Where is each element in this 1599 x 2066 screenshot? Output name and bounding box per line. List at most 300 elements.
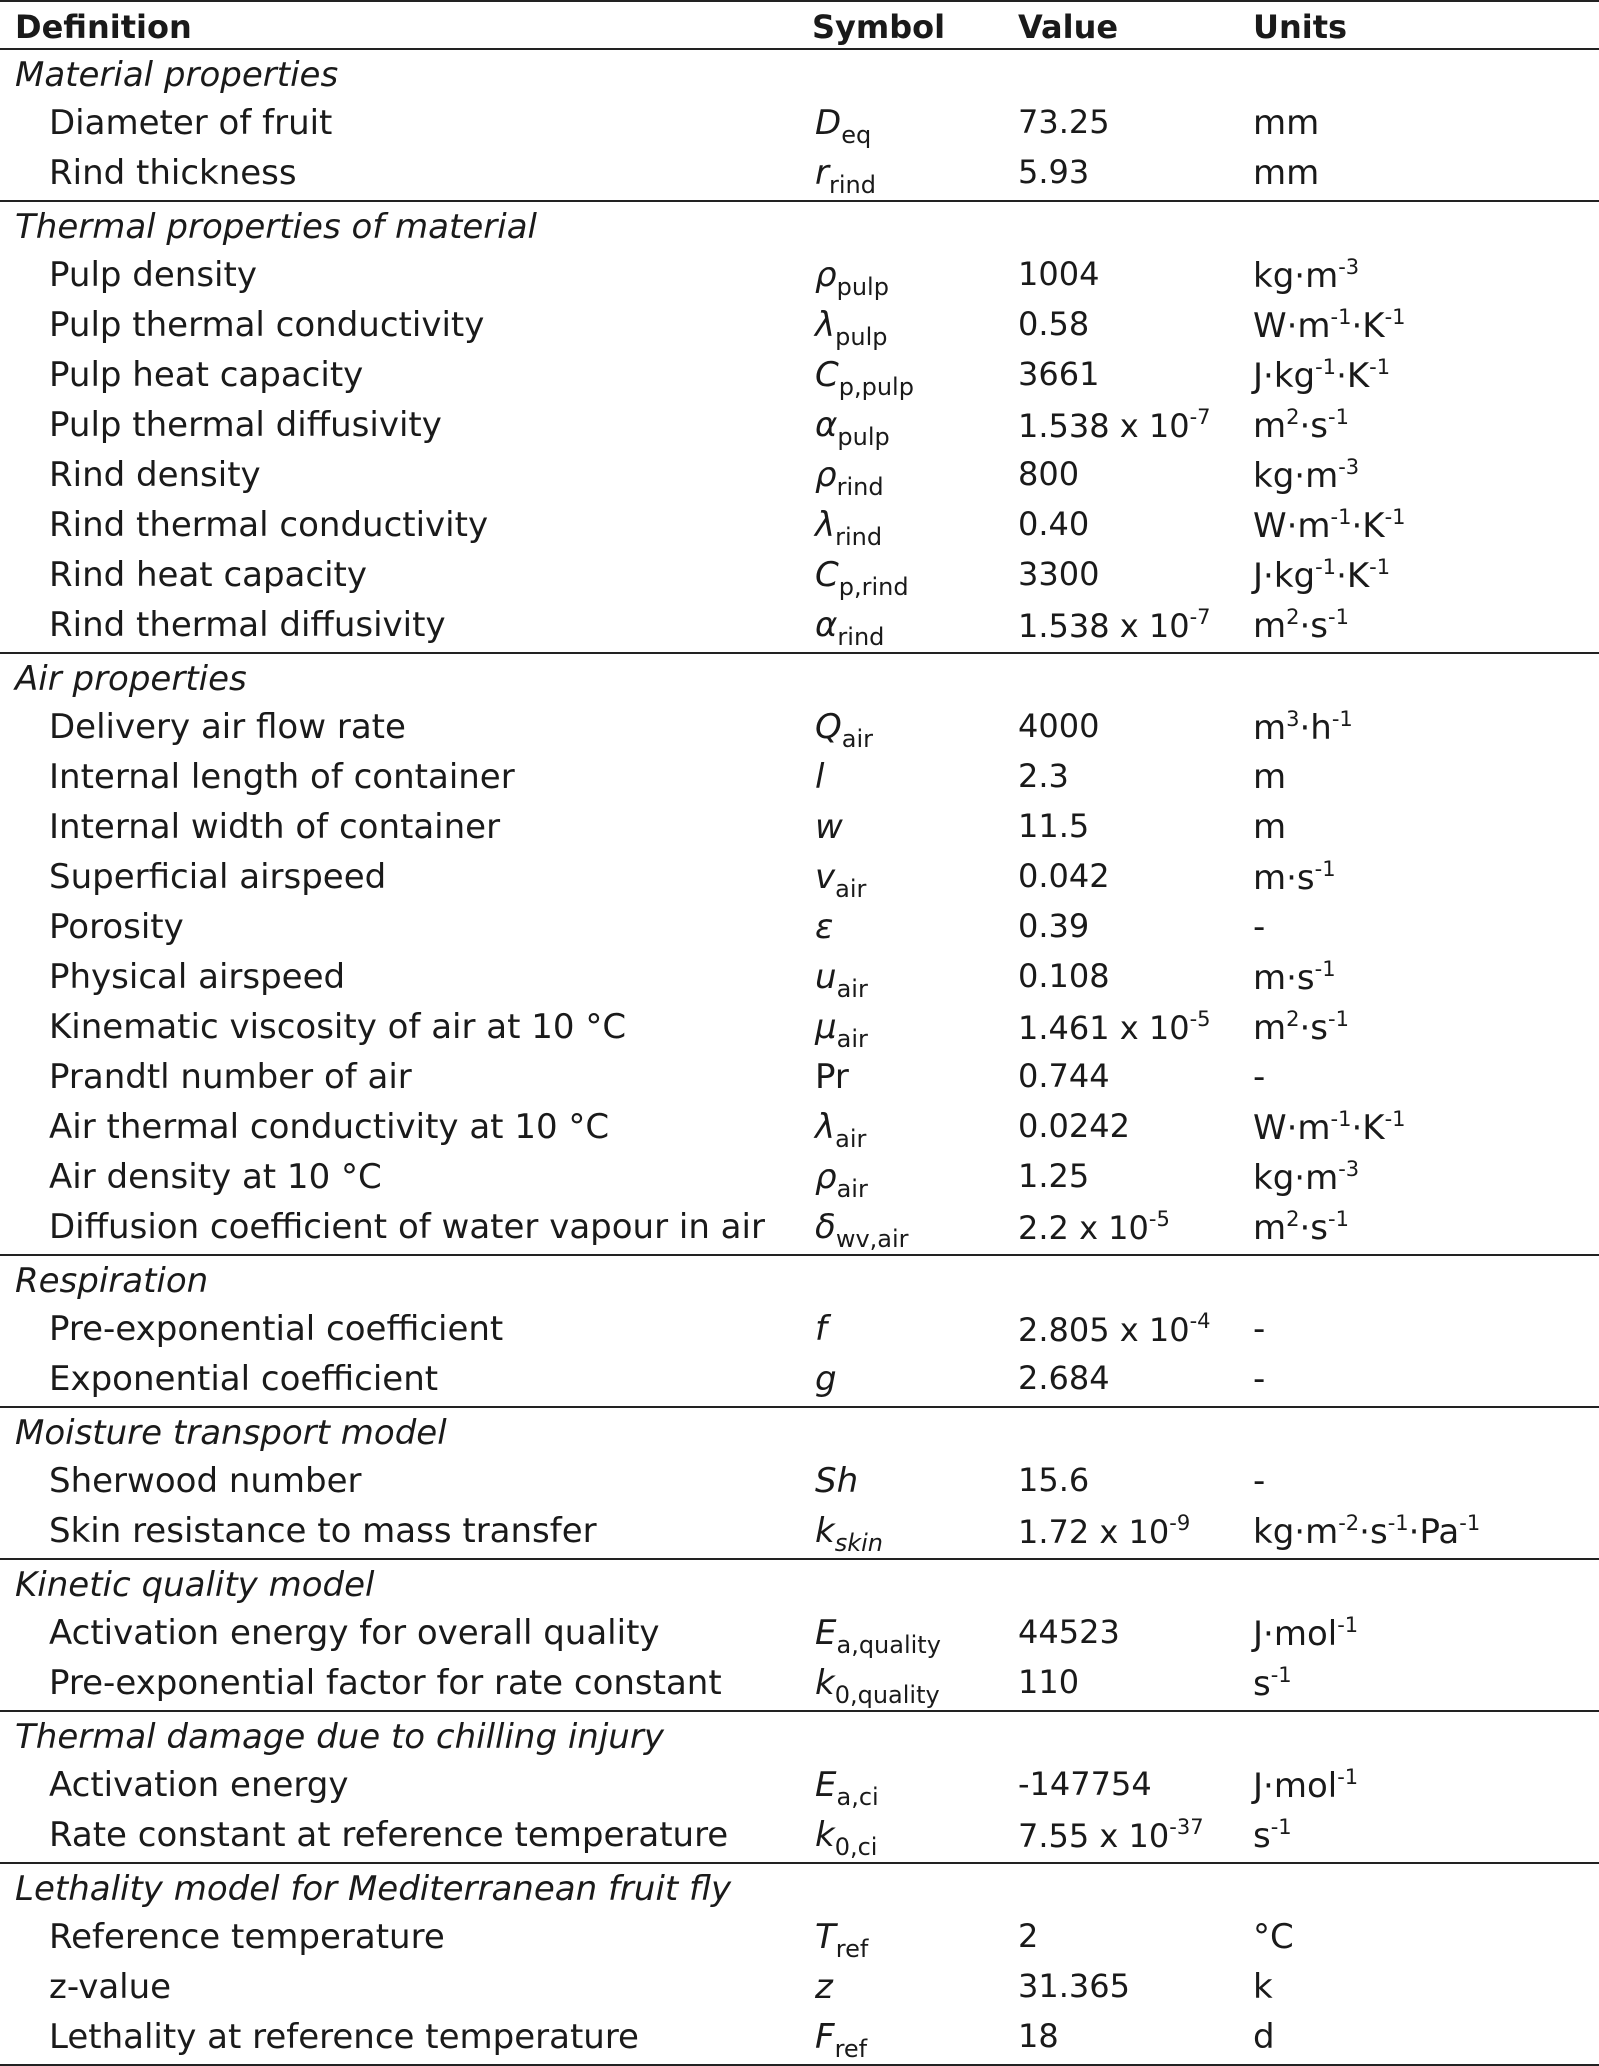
symbol-main: Q: [815, 707, 842, 747]
value-main: 0.0242: [1018, 1107, 1130, 1145]
value-main: 5.93: [1018, 153, 1090, 191]
definition-cell: Air thermal conductivity at 10 °C: [49, 1107, 610, 1147]
value-main: 31.365: [1018, 1967, 1130, 2005]
table-header: [0, 0, 1599, 50]
unit-part: mm: [1253, 103, 1320, 143]
table-row: [0, 1154, 1599, 1204]
symbol-subscript: pulp: [837, 423, 890, 451]
unit-exponent: -1: [1328, 1007, 1349, 1031]
header-symbol: Symbol: [812, 8, 946, 46]
units-cell: [1253, 153, 1319, 193]
section-title: Material properties: [15, 55, 339, 95]
unit-exponent: -1: [1314, 857, 1336, 881]
units-cell: [1253, 1157, 1359, 1198]
unit-exponent: 2: [1286, 605, 1300, 629]
value-cell: [1018, 1107, 1130, 1145]
table-row: [0, 1458, 1599, 1508]
value-main: 1.538 x 10: [1018, 607, 1190, 645]
value-main: 73.25: [1018, 103, 1110, 141]
definition-cell: Rind thickness: [49, 153, 297, 193]
symbol-subscript: rind: [836, 473, 884, 501]
unit-exponent: -1: [1330, 1107, 1352, 1131]
units-cell: [1253, 1461, 1265, 1501]
definition-cell: Skin resistance to mass transfer: [49, 1511, 597, 1551]
table-row: [0, 1204, 1599, 1254]
value-main: 11.5: [1018, 807, 1090, 845]
unit-part: J·mol: [1253, 1614, 1338, 1654]
symbol-cell: [815, 757, 824, 797]
value-main: 4000: [1018, 707, 1100, 745]
unit-exponent: -3: [1338, 1157, 1360, 1181]
value-cell: [1018, 1815, 1204, 1855]
unit-part: ·K: [1351, 506, 1385, 546]
unit-part: -: [1253, 1309, 1266, 1349]
unit-exponent: -1: [1384, 305, 1406, 329]
unit-exponent: -1: [1328, 405, 1349, 429]
table-section: [0, 654, 1599, 1256]
symbol-cell: [815, 807, 843, 847]
definition-cell: Internal width of container: [49, 807, 501, 847]
symbol-main: f: [815, 1309, 827, 1349]
value-cell: [1018, 355, 1099, 393]
value-main: 1.538 x 10: [1018, 407, 1190, 445]
units-cell: [1253, 1309, 1265, 1349]
table-row: [0, 954, 1599, 1004]
unit-exponent: -1: [1337, 1765, 1359, 1789]
unit-part: m: [1253, 606, 1287, 646]
value-cell: [1018, 1461, 1089, 1499]
table-row: [0, 1660, 1599, 1710]
symbol-main: α: [815, 605, 838, 645]
symbol-subscript: a,quality: [836, 1631, 941, 1659]
value-main: 0.042: [1018, 857, 1110, 895]
unit-exponent: -1: [1270, 1663, 1292, 1687]
definition-cell: Exponential coefficient: [49, 1359, 439, 1399]
table-row: [0, 552, 1599, 602]
symbol-subscript: p,rind: [838, 573, 909, 601]
value-cell: [1018, 1157, 1089, 1195]
symbol-main: μ: [815, 1007, 837, 1047]
definition-cell: Superficial airspeed: [49, 857, 387, 897]
value-cell: [1018, 505, 1089, 543]
value-main: 15.6: [1018, 1461, 1090, 1499]
unit-part: ·K: [1351, 1108, 1385, 1148]
section-title: Lethality model for Mediterranean fruit fly: [15, 1869, 732, 1909]
units-cell: [1253, 255, 1359, 296]
value-main: 1.72 x 10: [1018, 1513, 1170, 1551]
definition-cell: Pulp thermal diffusivity: [49, 405, 442, 445]
symbol-main: Sh: [815, 1461, 859, 1501]
section-title: Respiration: [15, 1261, 209, 1301]
unit-part: ·K: [1336, 556, 1370, 596]
value-main: 800: [1018, 455, 1080, 493]
table-row: [0, 1812, 1599, 1862]
value-cell: [1018, 153, 1089, 191]
value-main: 3300: [1018, 555, 1100, 593]
symbol-main: v: [815, 857, 836, 897]
table-row: [0, 854, 1599, 904]
units-cell: [1253, 857, 1336, 898]
symbol-subscript: ref: [835, 1935, 869, 1963]
value-main: 0.39: [1018, 907, 1090, 945]
unit-exponent: 2: [1286, 405, 1300, 429]
value-cell: [1018, 1057, 1110, 1095]
units-cell: [1253, 1511, 1480, 1552]
unit-part: -: [1253, 907, 1266, 947]
unit-part: kg·m: [1253, 1158, 1339, 1198]
units-cell: [1253, 807, 1286, 847]
value-main: 7.55 x 10: [1018, 1817, 1170, 1855]
section-title: Thermal properties of material: [15, 207, 537, 247]
table-row: [0, 1964, 1599, 2014]
symbol-cell: [815, 1461, 858, 1501]
unit-part: ·s: [1299, 606, 1329, 646]
symbol-main: u: [815, 957, 837, 997]
table-row: [0, 904, 1599, 954]
section-title: Thermal damage due to chilling injury: [15, 1717, 664, 1757]
symbol-main: z: [815, 1967, 833, 2007]
table-row: [0, 704, 1599, 754]
table-section: [0, 1256, 1599, 1408]
table-row: [0, 1356, 1599, 1406]
units-cell: [1253, 907, 1265, 947]
symbol-cell: [815, 957, 868, 1003]
unit-part: W·m: [1253, 306, 1331, 346]
symbol-main: ρ: [815, 1157, 837, 1197]
value-main: 110: [1018, 1663, 1080, 1701]
units-cell: [1253, 305, 1406, 346]
symbol-main: g: [815, 1359, 837, 1399]
section-title: Moisture transport model: [15, 1413, 447, 1453]
unit-exponent: -1: [1330, 305, 1352, 329]
value-main: 18: [1018, 2017, 1059, 2055]
value-main: 1.461 x 10: [1018, 1009, 1190, 1047]
symbol-main: Pr: [815, 1057, 849, 1097]
units-cell: [1253, 505, 1406, 546]
units-cell: [1253, 757, 1286, 797]
unit-exponent: -1: [1315, 555, 1337, 579]
unit-exponent: -1: [1330, 505, 1352, 529]
symbol-cell: [815, 1207, 909, 1253]
unit-part: s: [1253, 1664, 1271, 1704]
value-main: 2: [1018, 1917, 1039, 1955]
symbol-main: α: [815, 405, 838, 445]
symbol-subscript: air: [841, 725, 874, 753]
definition-cell: Lethality at reference temperature: [49, 2017, 639, 2057]
value-main: 2.805 x 10: [1018, 1311, 1190, 1349]
symbol-cell: [815, 103, 871, 149]
definition-cell: Activation energy: [49, 1765, 349, 1805]
unit-exponent: -1: [1315, 355, 1337, 379]
definition-cell: Pulp heat capacity: [49, 355, 364, 395]
table-row: [0, 452, 1599, 502]
value-cell: [1018, 707, 1099, 745]
unit-exponent: -1: [1459, 1511, 1481, 1535]
unit-part: -: [1253, 1461, 1266, 1501]
unit-exponent: -1: [1328, 1207, 1349, 1231]
symbol-cell: [815, 857, 866, 903]
unit-part: m: [1253, 807, 1287, 847]
symbol-cell: [815, 907, 833, 947]
value-main: 2.3: [1018, 757, 1069, 795]
table-row: [0, 1004, 1599, 1054]
unit-exponent: 2: [1286, 1007, 1300, 1031]
value-main: -147754: [1018, 1765, 1152, 1803]
value-main: 3661: [1018, 355, 1100, 393]
unit-part: ·s: [1299, 406, 1329, 446]
header-definition: Definition: [15, 8, 192, 46]
symbol-cell: [815, 455, 884, 501]
symbol-subscript: air: [836, 1175, 868, 1203]
value-cell: [1018, 605, 1211, 645]
units-cell: [1253, 1057, 1265, 1097]
symbol-cell: [815, 707, 873, 753]
units-cell: [1253, 1967, 1273, 2007]
value-cell: [1018, 1007, 1211, 1047]
table-row: [0, 1508, 1599, 1558]
value-exponent: -7: [1189, 605, 1211, 629]
value-exponent: -7: [1189, 405, 1211, 429]
table-row: [0, 150, 1599, 200]
units-cell: [1253, 555, 1390, 596]
table-row: [0, 1762, 1599, 1812]
symbol-cell: [815, 1511, 883, 1557]
symbol-cell: [815, 505, 882, 551]
value-cell: [1018, 1207, 1170, 1247]
units-cell: [1253, 103, 1319, 143]
value-main: 1004: [1018, 255, 1100, 293]
unit-exponent: -1: [1384, 1107, 1406, 1131]
unit-exponent: -1: [1337, 1613, 1359, 1637]
unit-part: kg·m: [1253, 1512, 1339, 1552]
symbol-main: λ: [815, 1107, 836, 1147]
table-section: [0, 1560, 1599, 1712]
symbol-cell: [815, 1309, 827, 1349]
table-row: [0, 1610, 1599, 1660]
units-cell: [1253, 1765, 1358, 1806]
symbol-cell: [815, 1917, 868, 1963]
value-main: 44523: [1018, 1613, 1120, 1651]
symbol-subscript: 0,ci: [834, 1833, 878, 1861]
symbol-main: E: [815, 1613, 837, 1653]
unit-part: m: [1253, 757, 1287, 797]
symbol-subscript: 0,quality: [834, 1681, 940, 1709]
units-cell: [1253, 1359, 1265, 1399]
symbol-cell: [815, 2017, 867, 2063]
symbol-cell: [815, 605, 884, 651]
unit-part: m: [1253, 1208, 1287, 1248]
symbol-main: ρ: [815, 255, 837, 295]
symbol-cell: [815, 405, 890, 451]
unit-exponent: 3: [1286, 707, 1300, 731]
symbol-subscript: rind: [837, 623, 885, 651]
units-cell: [1253, 605, 1349, 646]
table-section: [0, 1864, 1599, 2066]
symbol-subscript: a,ci: [836, 1783, 879, 1811]
definition-cell: Rind density: [49, 455, 261, 495]
definition-cell: z-value: [49, 1967, 172, 2007]
value-cell: [1018, 555, 1099, 593]
definition-cell: Sherwood number: [49, 1461, 362, 1501]
definition-cell: Diameter of fruit: [49, 103, 333, 143]
units-cell: [1253, 1207, 1349, 1248]
value-main: 0.58: [1018, 305, 1090, 343]
definition-cell: Activation energy for overall quality: [49, 1613, 660, 1653]
unit-exponent: -1: [1387, 1511, 1409, 1535]
unit-exponent: -1: [1369, 555, 1391, 579]
table-row: [0, 402, 1599, 452]
table-row: [0, 804, 1599, 854]
value-cell: [1018, 455, 1079, 493]
units-cell: [1253, 707, 1353, 748]
value-cell: [1018, 103, 1110, 141]
definition-cell: Delivery air flow rate: [49, 707, 406, 747]
symbol-cell: [815, 1967, 833, 2007]
unit-exponent: -1: [1384, 505, 1406, 529]
table-row: [0, 252, 1599, 302]
symbol-subscript: air: [836, 1025, 868, 1053]
units-cell: [1253, 1107, 1406, 1148]
symbol-cell: [815, 255, 889, 301]
section-title: Air properties: [15, 659, 247, 699]
units-cell: [1253, 1007, 1349, 1048]
unit-part: k: [1253, 1967, 1273, 2007]
units-cell: [1253, 355, 1390, 396]
units-cell: [1253, 1613, 1358, 1654]
definition-cell: Air density at 10 °C: [49, 1157, 382, 1197]
definition-cell: Rind thermal diffusivity: [49, 605, 446, 645]
value-exponent: -37: [1169, 1815, 1204, 1839]
symbol-subscript: pulp: [835, 323, 888, 351]
symbol-subscript: air: [835, 875, 867, 903]
symbol-main: r: [815, 153, 829, 193]
symbol-main: k: [815, 1815, 835, 1855]
unit-part: m: [1253, 406, 1287, 446]
definition-cell: Diffusion coefficient of water vapour in air: [49, 1207, 765, 1247]
unit-part: -: [1253, 1057, 1266, 1097]
table-row: [0, 2014, 1599, 2064]
header-units: Units: [1253, 8, 1348, 46]
table-section: [0, 50, 1599, 202]
value-cell: [1018, 857, 1110, 895]
units-cell: [1253, 1663, 1292, 1704]
unit-part: ·s: [1359, 1512, 1388, 1552]
unit-part: J·kg: [1253, 556, 1316, 596]
value-cell: [1018, 1309, 1211, 1349]
symbol-main: ε: [815, 907, 834, 947]
symbol-subscript: wv,air: [835, 1225, 909, 1253]
symbol-subscript: skin: [834, 1529, 883, 1557]
value-main: 0.108: [1018, 957, 1110, 995]
symbol-cell: [815, 1107, 866, 1153]
unit-part: °C: [1253, 1917, 1294, 1957]
table-row: [0, 352, 1599, 402]
symbol-cell: [815, 1815, 877, 1861]
unit-part: ·s: [1299, 1008, 1329, 1048]
value-exponent: -9: [1169, 1511, 1191, 1535]
symbol-main: ρ: [815, 455, 837, 495]
units-cell: [1253, 2017, 1275, 2057]
symbol-main: F: [815, 2017, 835, 2057]
unit-part: mm: [1253, 153, 1320, 193]
definition-cell: Porosity: [49, 907, 184, 947]
definition-cell: Rind heat capacity: [49, 555, 367, 595]
unit-exponent: -1: [1369, 355, 1391, 379]
table-section: [0, 202, 1599, 654]
unit-part: J·kg: [1253, 356, 1316, 396]
symbol-main: k: [815, 1663, 835, 1703]
value-cell: [1018, 1359, 1110, 1397]
value-main: 0.744: [1018, 1057, 1110, 1095]
unit-part: kg·m: [1253, 256, 1339, 296]
definition-cell: Pulp density: [49, 255, 257, 295]
symbol-main: λ: [815, 505, 836, 545]
definition-cell: Reference temperature: [49, 1917, 445, 1957]
unit-exponent: -1: [1314, 957, 1336, 981]
unit-part: ·K: [1336, 356, 1370, 396]
unit-part: ·K: [1351, 306, 1385, 346]
units-cell: [1253, 1815, 1292, 1856]
unit-part: m·s: [1253, 858, 1315, 898]
unit-part: ·Pa: [1408, 1512, 1460, 1552]
unit-part: J·mol: [1253, 1766, 1338, 1806]
unit-exponent: -1: [1328, 605, 1349, 629]
symbol-main: T: [815, 1917, 836, 1957]
symbol-main: k: [815, 1511, 835, 1551]
table-row: [0, 1104, 1599, 1154]
units-cell: [1253, 405, 1349, 446]
symbol-cell: [815, 1359, 837, 1399]
value-main: 0.40: [1018, 505, 1090, 543]
value-exponent: -4: [1189, 1309, 1211, 1333]
section-title: Kinetic quality model: [15, 1565, 375, 1605]
unit-part: W·m: [1253, 1108, 1331, 1148]
value-cell: [1018, 907, 1089, 945]
units-cell: [1253, 1917, 1294, 1957]
symbol-main: λ: [815, 305, 836, 345]
value-cell: [1018, 255, 1099, 293]
table-row: [0, 302, 1599, 352]
value-main: 2.2 x 10: [1018, 1209, 1149, 1247]
symbol-subscript: rind: [835, 523, 883, 551]
value-exponent: -5: [1189, 1007, 1211, 1031]
value-cell: [1018, 1663, 1079, 1701]
unit-exponent: -1: [1270, 1815, 1292, 1839]
unit-exponent: -2: [1338, 1511, 1360, 1535]
unit-part: m·s: [1253, 958, 1315, 998]
unit-part: ·h: [1299, 708, 1332, 748]
value-cell: [1018, 957, 1110, 995]
table-row: [0, 1914, 1599, 1964]
symbol-cell: [815, 305, 887, 351]
unit-part: W·m: [1253, 506, 1331, 546]
value-cell: [1018, 1765, 1152, 1803]
table-row: [0, 100, 1599, 150]
symbol-subscript: rind: [828, 171, 876, 199]
definition-cell: Rate constant at reference temperature: [49, 1815, 729, 1855]
table-row: [0, 754, 1599, 804]
definition-cell: Internal length of container: [49, 757, 515, 797]
unit-part: ·s: [1299, 1208, 1329, 1248]
unit-part: kg·m: [1253, 456, 1339, 496]
symbol-subscript: air: [836, 975, 868, 1003]
definition-cell: Prandtl number of air: [49, 1057, 412, 1097]
table-section: [0, 1712, 1599, 1864]
unit-exponent: -3: [1338, 255, 1360, 279]
table-row: [0, 602, 1599, 652]
table-row: [0, 502, 1599, 552]
table-section: [0, 1408, 1599, 1560]
